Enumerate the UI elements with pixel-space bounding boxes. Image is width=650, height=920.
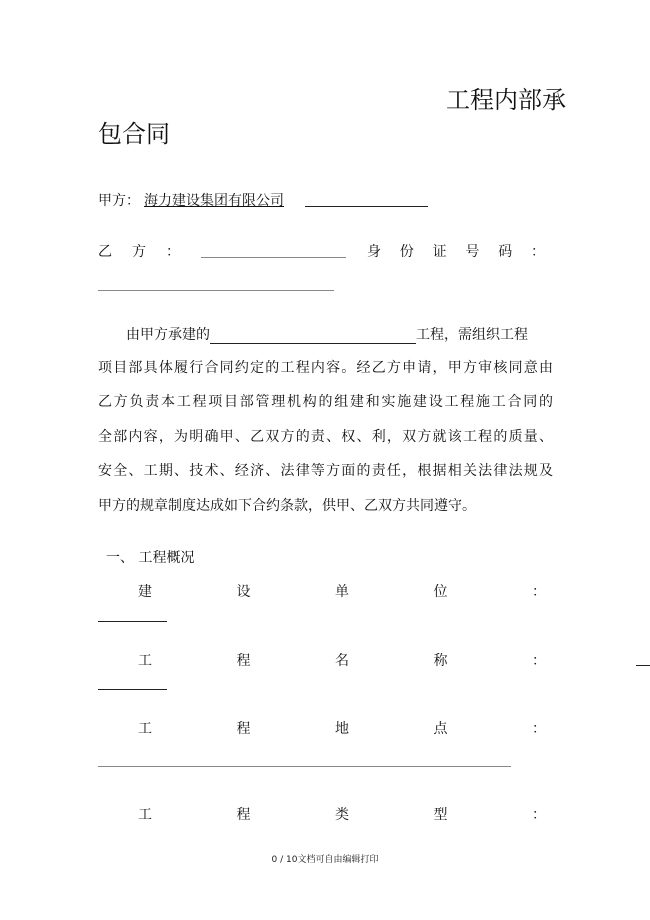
- page-footer: 0 / 10文档可自由编辑打印: [271, 855, 379, 865]
- title-line-2: 包合同: [98, 120, 170, 148]
- field-project-type: 工 程 类 型 ：: [138, 807, 546, 823]
- project-location-blank: [98, 766, 511, 767]
- section-1-heading: 一、 工程概况: [106, 550, 195, 566]
- project-name-blank-start: [636, 665, 650, 666]
- party-b-label: 乙 方 ：: [98, 244, 180, 260]
- title-line-1: 工程内部承: [446, 86, 566, 114]
- field-project-name: 工 程 名 称 ：: [138, 653, 546, 669]
- intro-paragraph: 项目部具体履行合同约定的工程内容。经乙方申请，甲方审核同意由 乙方负责本工程项目部管理机构的组建和实施建设工程施工合同的 全部内容，为明确甲、乙双方的责、权、利，双方就该工程的质量、 安全、工期、技术、经济、法律等方面的责任，根据相关法律法规及 甲方的规章制度达成如下合约条款，供甲、乙双方共同遵守。: [98, 360, 553, 514]
- project-name-blank-end: [98, 689, 167, 690]
- intro-line-1: 由甲方承建的 工程，需组织工程: [126, 327, 528, 343]
- field-project-location: 工 程 地 点 ：: [138, 721, 546, 737]
- construction-unit-blank: [98, 621, 167, 622]
- party-a-row: [98, 190, 284, 210]
- id-number-blank: [98, 290, 334, 291]
- project-name-blank: [210, 328, 416, 344]
- party-b-name-blank: [201, 257, 346, 258]
- party-a-underline-extension: [305, 206, 428, 207]
- party-a-label: 甲方：: [98, 193, 140, 209]
- field-construction-unit: 建 设 单 位 ：: [138, 584, 546, 600]
- id-number-label: 身 份 证 号 码 ：: [367, 244, 545, 260]
- party-a-value: 海力建设集团有限公司: [144, 193, 284, 209]
